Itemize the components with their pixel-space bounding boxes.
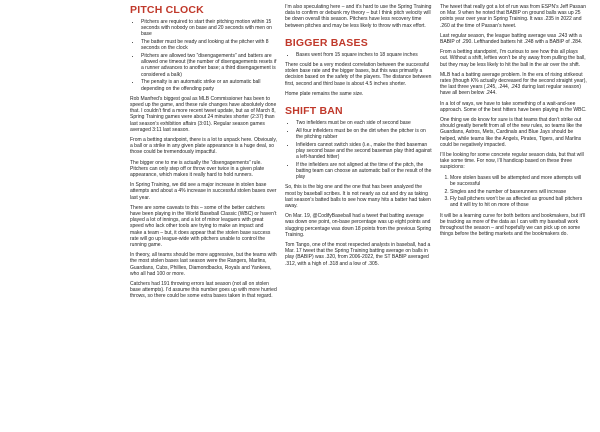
paragraph: Home plate remains the same size. [285,90,364,97]
paragraph: The bigger one to me is actually the “disengagements” rule. Pitchers can only step off or throw over twice in a given plate appearance, which makes it really hard to hold runners. [130,159,265,178]
list-item: • If the infielders are not aligned at the time of the pitch, the batting team can choose an automatic ball or the result of the play [296,162,432,181]
paragraph: Catchers had 191 throwing errors last season (not all on stolen base attempts). I’d assume this number goes up with more hurried throws, so there could be some extra bases taken in that regard. [130,281,277,300]
paragraph: Rob Manfred’s biggest goal as MLB Commissioner has been to speed up the game, and these rule changes have absolutely done that. I couldn’t find a more recent tweet update, but as of March 8, Spring Training games were about 24 minutes shorter (2:37) than last season’s exhibition affairs (3:01). Regular season games averaged 3:11 last season. [130,95,277,133]
heading-pitch-clock: PITCH CLOCK [130,4,204,16]
paragraph: It will be a learning curve for both bettors and bookmakers, but it’ll be tracking as more of the data as I can with my baseball work throughout the season – and hopefully we can pick up on some things before the betting markets and the bookmakers do. [440,212,586,238]
paragraph: In a lot of ways, we have to take something of a wait-and-see approach. Some of the best hitters have been playing in the WBC. [440,100,587,113]
list-item: • The penalty is an automatic strike or an automatic ball depending on the offending party [141,79,277,91]
paragraph: There are some caveats to this – some of the better catchers have been playing in the World Baseball Classic (WBC) or haven’t played a lot of innings, and a lot of minor leaguers with great speed who lack other tools are trying to make an impact and make a team – but, it does appear that the stolen base success rate will go up league-wide with pitchers unable to control the running game. [130,204,277,248]
paragraph: I’ll be looking for some concrete regular season data, but that will take some time. For now, I’ll handicap based on these three suspicions: [440,152,584,171]
paragraph: There could be a very modest correlation between the successful stolen base rate and the bigger bases, but this was primarily a decision based on the safety of the players. The distance between first, second and third base is about 4.5 inches shorter. [285,62,432,87]
list-item: • Pitchers are required to start their pitching motion within 15 seconds with nobody on base and 20 seconds with men on base [141,19,277,38]
heading-bigger-bases: BIGGER BASES [285,36,368,49]
paragraph: Last regular season, the league batting average was .243 with a BABIP of .290. Lefthanded batters hit .248 with a BABIP of .284. [440,32,583,46]
paragraph: From a betting standpoint, there is a lot to unpack here. Obviously, a ball or a strike in any given plate appearance is a huge deal, so those could be tremendously impactful. [130,136,277,156]
column-2 [285,4,432,432]
list-item: 2. Singles and the number of baserunners will increase [450,189,587,195]
paragraph: The tweet that really got a lot of run was from ESPN’s Jeff Passan on Mar. 9 when he noted that BABIP on ground balls was up 25 points year over year in Spring Training. It was .235 in 2022 and .260 at the time of Passan’s tweet. [440,4,586,29]
paragraph: From a betting standpoint, I’m curious to see how this all plays out. Without a shift, lefties won’t be shy away from pulling the ball, but they may be less likely to hit the ball in the air over the shift. [440,49,586,68]
list-item: • The batter must be ready and looking at the pitcher with 8 seconds on the clock [141,39,277,51]
column-3 [440,4,587,432]
paragraph: In Spring Training, we did see a major increase in stolen base attempts and about a 4% increase in successful stolen bases over last year. [130,182,277,201]
list-item: • Bases went from 15 square inches to 18 square inches [296,52,432,58]
list-item: • All four infielders must be on the dirt when the pitcher is on the pitching rubber [296,128,432,140]
paragraph: Tom Tango, one of the most respected analysts in baseball, had a Mar. 17 tweet that the Spring Training batting average on balls in play (BABIP) was .320, from 2006-2022, the ST BABIP averaged .312, with a high of .318 and a low of .305. [285,241,431,267]
bigger-bases-rules [285,52,432,58]
paragraph: I’m also speculating here – and it’s hard to use the Spring Training data to confirm or debunk my theory – but I think pitch velocity will be down overall this season. Pitchers have less recovery time between pitches and may be less likely to throw with max effort. [285,4,432,29]
list-item: 1. More stolen bases will be attempted and more attempts will be successful [450,175,587,187]
list-item: • Infielders cannot switch sides (i.e., make the third baseman play second base and the second baseman play third against a left-handed hitter) [296,142,432,161]
suspicions-list [440,175,587,209]
list-item: • Pitchers are allowed two “disengagements” and batters are allowed one timeout (the number of disengagements resets if a runner advances to another base; a third disengagement is considered a balk) [141,53,277,78]
paragraph: So, this is the big one and the one that has been analyzed the most by baseball scribes. It is not nearly as cut and dry as taking last season’s batted balls to see how many hits a batter had taken away. [285,184,431,209]
list-item: • Two infielders must be on each side of second base [296,120,432,126]
paragraph: In theory, all teams should be more aggressive, but the teams with the most stolen bases last season were the Rangers, Marlins, Guardians, Cubs, Phillies, Diamondbacks, Royals and Yankees, who all had 100 or more. [130,252,277,277]
paragraph: One thing we do know for sure is that teams that don’t strike out should greatly benefit from all of the new rules, so teams like the Guardians, Astros, Mets, Cardinals and Blue Jays should be helped, while teams like the Angels, Pirates, Tigers, and Marlins could be negatively impacted. [440,117,583,148]
heading-shift-ban: SHIFT BAN [285,105,343,118]
paragraph: MLB had a batting average problem. In the era of rising strikeout rates (though K% actually decreased for the second straight year), the last three years (.245, .244, .243 during last regular season) have all been below .244. [440,71,587,97]
list-item: 3. Fly ball pitchers won’t be as affected as ground ball pitchers and it will try to hit on more of those [450,196,587,208]
shift-ban-rules [285,120,432,180]
pitch-clock-rules [130,19,277,92]
paragraph: On Mar. 19, @CodifyBaseball had a tweet that batting average was down one point, on-base percentage was up eight points and slugging percentage was down 18 points from the previous Spring Training. [285,213,432,238]
column-1 [130,4,277,432]
